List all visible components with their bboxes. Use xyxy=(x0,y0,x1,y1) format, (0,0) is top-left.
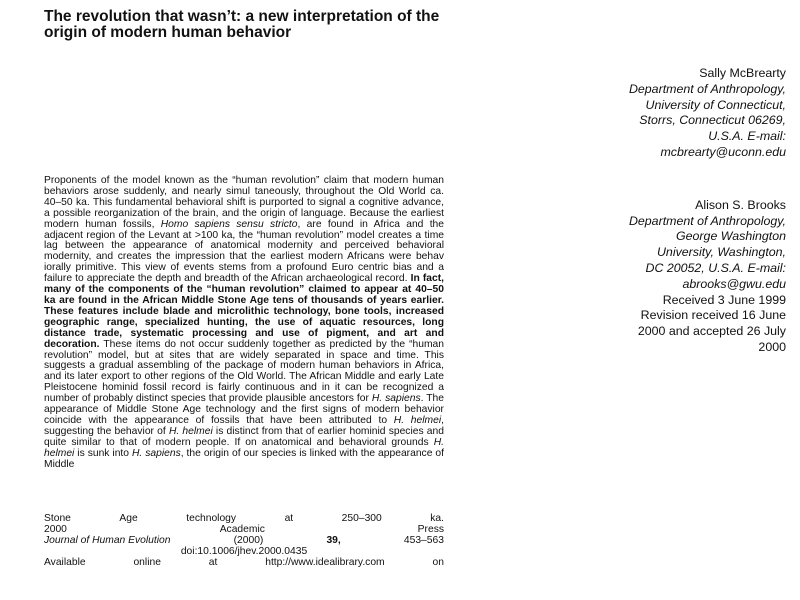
journal-pages: 453–563 xyxy=(403,534,444,546)
abstract-text: is sunk into xyxy=(74,447,130,459)
revision-date: Revision received 16 June xyxy=(640,308,786,323)
author-name: Sally McBrearty xyxy=(699,66,786,80)
species-name: H. helmei xyxy=(393,414,442,426)
author-column xyxy=(576,66,786,356)
doi: doi:10.1006/jhev.2000.0435 xyxy=(180,545,308,557)
publisher-word: Press xyxy=(417,523,444,535)
author-email: abrooks@gwu.edu xyxy=(682,276,786,291)
journal-year: (2000) xyxy=(233,534,264,546)
citation-word: Stone xyxy=(44,513,71,524)
journal-name: Journal of Human Evolution xyxy=(44,534,171,546)
abstract-highlight: In fact, many of the components of the “human revolution” claimed to appear at 40–50 ka are found in the African Middle Stone Age tens of thousands of years earlier. These features include blade and microlithic technology, bone tools, increased geographic range, specialized hunting, the use of aquatic resources, long distance trade, systematic processing and use of pigment, and art and decoration. xyxy=(44,273,444,350)
abstract xyxy=(44,176,444,470)
citation-word: Age xyxy=(119,513,138,524)
availability-line xyxy=(44,558,444,569)
affiliation-line: University of Connecticut, xyxy=(645,97,786,112)
abstract-text: . The appearance of Middle Stone Age technology and the first signs of modern behavior coincide with the appearance of fossils that have been attributed to xyxy=(44,393,444,426)
species-name: H. sapiens xyxy=(131,447,181,459)
author-name: Alison S. Brooks xyxy=(695,197,786,212)
availability-word: Available xyxy=(44,556,86,568)
article-title: The revolution that wasn’t: a new interpretation of the origin of modern human behavior xyxy=(44,8,440,41)
abstract-text: Proponents of the model known as the “human revolution” claim that modern human behaviors arose suddenly, and nearly simul taneously, throughout the Old World ca. 40–50 ka. This fundamental behavioral shift is purported to signal a cognitive advance, a possible reorganization of the brain, and the origin of language. Because the earliest modern human fossils, xyxy=(44,175,444,230)
citation-word: ka. xyxy=(430,513,444,524)
abstract-text: , are found in Africa and the adjacent region of the Levant at >100 ka, the “human revolution” model creates a time lag between the appearance of anatomical modernity and perceived behavioral modernity, and creates the impression that the earliest modern Africans were behav iorally primitive. This view of events stems from a profound Euro centric bias and a failure to appreciate the depth and breadth of the African archaeological record. xyxy=(44,218,445,285)
species-name: H. helmei xyxy=(44,436,444,459)
affiliation-line: DC 20052, U.S.A. E-mail: xyxy=(645,260,786,275)
received-date: Received 3 June 1999 xyxy=(662,292,786,307)
availability-word: at xyxy=(208,556,218,568)
author-block-brooks xyxy=(576,198,786,356)
availability-word: on xyxy=(432,556,444,568)
species-name: H. helmei xyxy=(168,425,213,437)
abstract-text: , the origin of our species is linked with the appearance of Middle xyxy=(44,447,444,470)
author-email: mcbrearty@uconn.edu xyxy=(660,144,786,159)
affiliation-line: Department of Anthropology, xyxy=(628,213,786,228)
library-url: http://www.idealibrary.com xyxy=(265,556,385,568)
journal-volume: 39, xyxy=(326,534,341,546)
citation-block xyxy=(44,514,444,569)
affiliation-line: Department of Anthropology, xyxy=(628,81,786,96)
accepted-date: 2000 and accepted 26 July xyxy=(637,324,786,339)
doi-line xyxy=(44,547,444,558)
citation-word: 250–300 xyxy=(341,513,382,524)
copyright-year: 2000 xyxy=(44,523,67,535)
abstract-text: These items do not occur suddenly together as predicted by the “human revolution” model, but at sites that are widely separated in space and time. This suggests a gradual assembling of the package of modern human behaviors in Africa, and its later export to other regions of the Old World. The African Middle and early Late Pleistocene hominid fossil record is fairly continuous and in it can be recognized a number of probably distinct species that provide plausible ancestors for xyxy=(44,338,444,405)
availability-word: online xyxy=(133,556,161,568)
affiliation-line: U.S.A. E-mail: xyxy=(708,129,786,144)
species-name: H. sapiens xyxy=(371,393,421,405)
author-block-mcbrearty xyxy=(576,66,786,161)
citation-word: technology xyxy=(186,513,237,524)
affiliation-line: George Washington xyxy=(676,229,786,244)
affiliation-line: Storrs, Connecticut 06269, xyxy=(639,113,786,128)
affiliation-line: University, Washington, xyxy=(656,245,786,260)
publisher-word: Academic xyxy=(219,523,265,535)
abstract-text: is distinct from that of earlier hominid species and quite similar to that of modern people. If on anatomical and behavioral grounds xyxy=(44,425,444,448)
abstract-text: , suggesting the behavior of xyxy=(44,414,444,437)
species-name: Homo sapiens sensu stricto xyxy=(160,218,298,230)
citation-word: at xyxy=(284,513,294,524)
accepted-year: 2000 xyxy=(758,339,786,354)
